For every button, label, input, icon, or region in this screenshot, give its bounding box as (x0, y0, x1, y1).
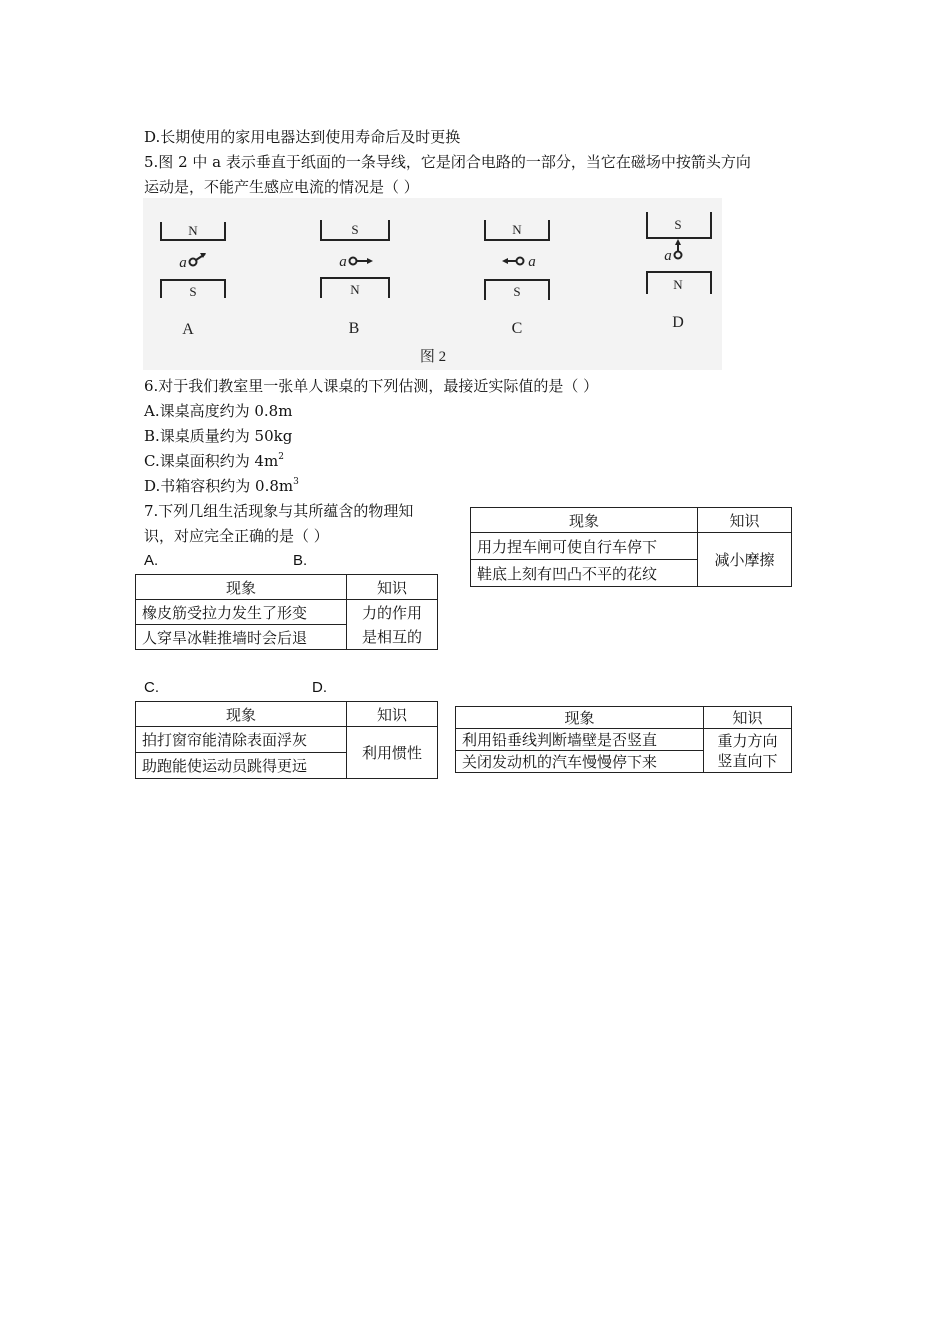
wire-b-label: a (339, 254, 347, 270)
magnet-c-top-pole: N (512, 222, 522, 237)
magnet-b-top-pole: S (351, 222, 359, 237)
table-a-header-phenomenon: 现象 (136, 575, 347, 600)
q5-stem-line2: 运动是，不能产生感应电流的情况是（ ） (144, 178, 419, 196)
wire-d-label: a (664, 248, 672, 264)
table-option-b (470, 507, 792, 587)
table-c-knowledge: 利用惯性 (347, 727, 438, 779)
table-d-row2: 关闭发动机的汽车慢慢停下来 (456, 751, 704, 773)
q7-stem-line2: 识，对应完全正确的是（ ） (144, 527, 329, 545)
q6-option-d (144, 476, 299, 496)
table-d-header-knowledge: 知识 (704, 707, 792, 729)
table-d-header-phenomenon: 现象 (456, 707, 704, 729)
q6-option-a: A.课桌高度约为 0.8m (144, 402, 293, 420)
q5-stem-line1: 5.图 2 中 a 表示垂直于纸面的一条导线，它是闭合电路的一部分，当它在磁场中按箭头方向 (144, 153, 751, 171)
table-a-row1: 橡皮筋受拉力发生了形变 (136, 600, 347, 625)
q6-option-c-exponent: 2 (278, 452, 284, 462)
magnet-b-bottom-pole: N (350, 282, 360, 297)
table-a-header-knowledge: 知识 (347, 575, 438, 600)
q7-stem-line1: 7.下列几组生活现象与其所蕴含的物理知 (144, 502, 414, 520)
table-d-row1: 利用铅垂线判断墙壁是否竖直 (456, 729, 704, 751)
wire-a-label: a (179, 255, 187, 271)
q7-label-d: D. (312, 679, 327, 696)
table-c-row1: 拍打窗帘能清除表面浮灰 (136, 727, 347, 753)
q6-option-d-exponent: 3 (293, 477, 299, 487)
table-b-knowledge: 减小摩擦 (698, 533, 792, 587)
panel-d-label: D (672, 314, 684, 331)
q6-option-b: B.课桌质量约为 50kg (144, 427, 293, 445)
table-b-row2: 鞋底上刻有凹凸不平的花纹 (471, 560, 698, 587)
table-a-knowledge-line2: 是相互的 (361, 627, 422, 646)
table-d-knowledge-line1: 重力方向 (717, 731, 778, 750)
table-a-knowledge-line1: 力的作用 (361, 603, 422, 622)
table-c-row2: 助跑能使运动员跳得更远 (136, 753, 347, 779)
panel-b-label: B (348, 320, 360, 337)
magnet-a-bottom-pole: S (189, 284, 197, 299)
q4-option-d: D.长期使用的家用电器达到使用寿命后及时更换 (144, 128, 461, 146)
panel-c-label: C (511, 320, 523, 337)
q7-label-a: A. (144, 552, 159, 569)
table-option-a (135, 574, 438, 650)
magnet-d-top-pole: S (674, 217, 682, 232)
figure-2-magnet-diagram (143, 198, 722, 370)
q6-option-c-text: C.课桌面积约为 4m (144, 452, 279, 470)
table-a-knowledge (347, 600, 438, 650)
figure-caption: 图 2 (419, 349, 447, 365)
magnet-d-bottom-pole: N (673, 277, 683, 292)
magnet-a-top-pole: N (188, 223, 198, 238)
q6-option-c (144, 451, 284, 471)
table-option-c (135, 701, 438, 779)
q6-stem: 6.对于我们教室里一张单人课桌的下列估测，最接近实际值的是（ ） (144, 377, 599, 395)
q6-option-d-text: D.书箱容积约为 0.8m (144, 477, 294, 495)
table-b-row1: 用力捏车闸可使自行车停下 (471, 533, 698, 560)
table-b-header-knowledge: 知识 (698, 508, 792, 533)
table-c-header-knowledge: 知识 (347, 702, 438, 727)
q7-label-b: B. (293, 552, 308, 569)
q7-label-c: C. (144, 679, 159, 696)
table-d-knowledge (704, 729, 792, 773)
table-c-header-phenomenon: 现象 (136, 702, 347, 727)
wire-c-label: a (528, 254, 536, 270)
table-a-row2: 人穿旱冰鞋推墙时会后退 (136, 625, 347, 650)
table-d-knowledge-line2: 竖直向下 (717, 751, 778, 770)
magnet-c-bottom-pole: S (513, 284, 521, 299)
table-option-d (455, 706, 792, 773)
panel-a-label: A (182, 321, 194, 338)
table-b-header-phenomenon: 现象 (471, 508, 698, 533)
